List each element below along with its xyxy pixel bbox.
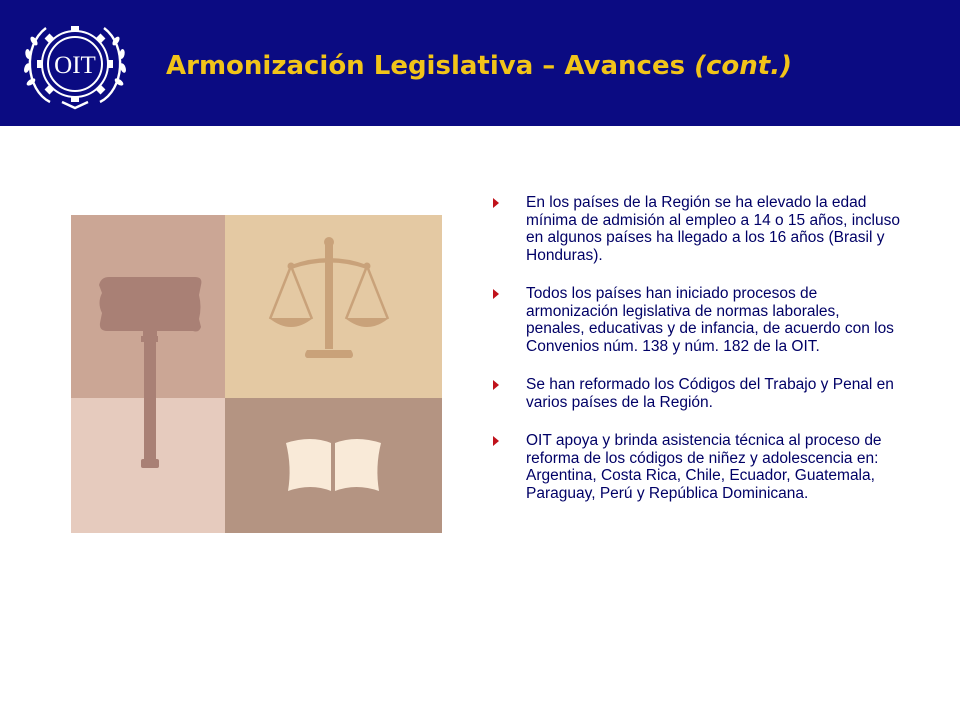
ilo-logo: [22, 16, 128, 114]
bullet-arrow-icon: [493, 289, 499, 299]
bullet-arrow-icon: [493, 198, 499, 208]
bullet-arrow-icon: [493, 436, 499, 446]
bullet-list: [492, 194, 902, 523]
title-main: Armonización Legislativa – Avances: [166, 51, 686, 81]
bullet-text: Todos los países han iniciado procesos de armonización legislativa de normas laborales, penales, educativas y de infancia, de acuerdo con los Convenios núm. 138 y núm. 182 de la OIT.: [526, 285, 894, 355]
bullet-text: Se han reformado los Códigos del Trabajo y Penal en varios países de la Región.: [526, 376, 894, 411]
bullet-item: [492, 194, 902, 264]
bullet-item: [492, 285, 902, 355]
logo-text: OIT: [54, 52, 96, 79]
bullet-text: En los países de la Región se ha elevado la edad mínima de admisión al empleo a 14 o 15 años, incluso en algunos países ha llegado a los 16 años (Brasil y Honduras).: [526, 194, 900, 264]
panel-bottom-right: [225, 398, 442, 533]
page-title: [166, 46, 792, 86]
bullet-arrow-icon: [493, 380, 499, 390]
bullet-item: [492, 432, 902, 502]
bullet-item: [492, 376, 902, 411]
title-suffix: (cont.): [694, 51, 792, 81]
justice-illustration: [71, 215, 442, 533]
bullet-text: OIT apoya y brinda asistencia técnica al proceso de reforma de los códigos de niñez y adolescencia en: Argentina, Costa Rica, Chile, Ecuador, Guatemala, Paraguay, Perú y República Dominicana.: [526, 432, 882, 502]
header-bar: [0, 0, 960, 126]
